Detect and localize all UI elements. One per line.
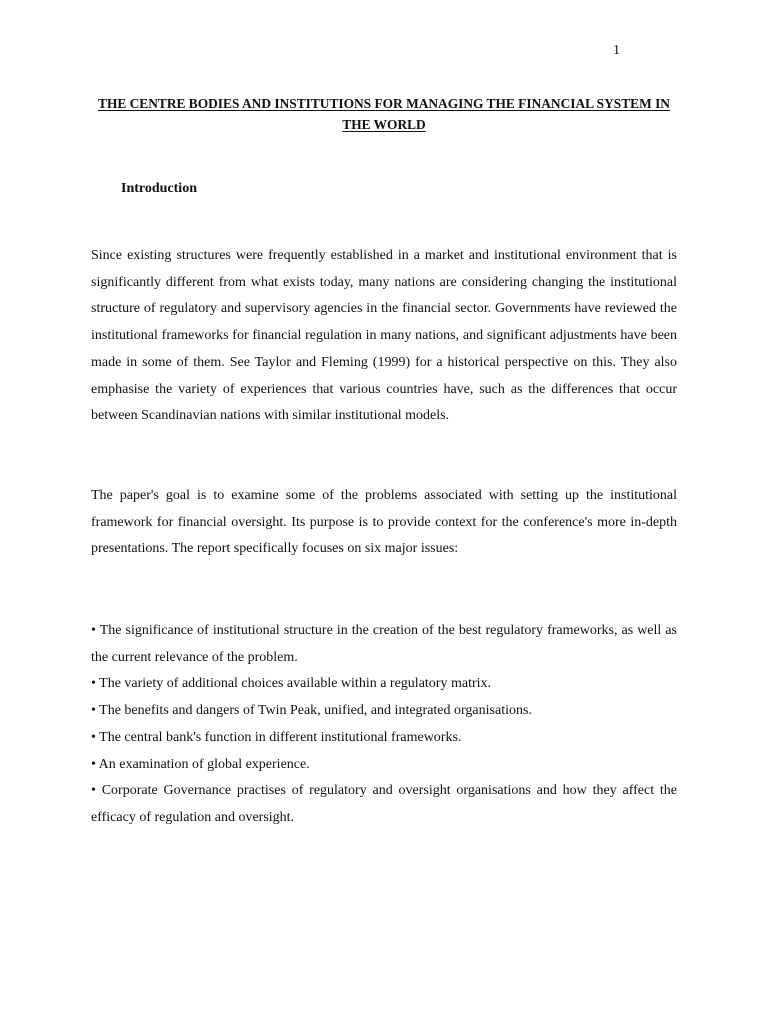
list-item: • An examination of global experience. — [91, 756, 310, 772]
paragraph-goal: The paper's goal is to examine some of the problems associated with setting up the institutional framework for financial oversight. Its purpose is to provide context for the conference's more in-depth presentations. The report specifically focuses on six major issues: — [91, 488, 677, 557]
section-heading-introduction: Introduction — [121, 181, 197, 196]
page-number: 1 — [613, 43, 620, 58]
issues-list — [91, 618, 677, 832]
list-item: • The benefits and dangers of Twin Peak, unified, and integrated organisations. — [91, 703, 532, 719]
list-item: • The significance of institutional structure in the creation of the best regulatory frameworks, as well as the current relevance of the problem. — [91, 623, 677, 665]
list-item: • The variety of additional choices available within a regulatory matrix. — [91, 676, 492, 692]
paragraph-intro: Since existing structures were frequently established in a market and institutional environment that is significantly different from what exists today, many nations are considering changing the institutional structure of regulatory and supervisory agencies in the financial sector. Governments have reviewed the institutional frameworks for financial regulation in many nations, and significant adjustments have been made in some of them. See Taylor and Fleming (1999) for a historical perspective on this. They also emphasise the variety of experiences that various countries have, such as the differences that occur between Scandinavian nations with similar institutional models. — [91, 248, 677, 424]
list-item: • Corporate Governance practises of regulatory and oversight organisations and how they affect the efficacy of regulation and oversight. — [91, 783, 677, 825]
document-title: THE CENTRE BODIES AND INSTITUTIONS FOR MANAGING THE FINANCIAL SYSTEM IN THE WORLD — [98, 96, 670, 132]
list-item: • The central bank's function in different institutional frameworks. — [91, 729, 462, 745]
